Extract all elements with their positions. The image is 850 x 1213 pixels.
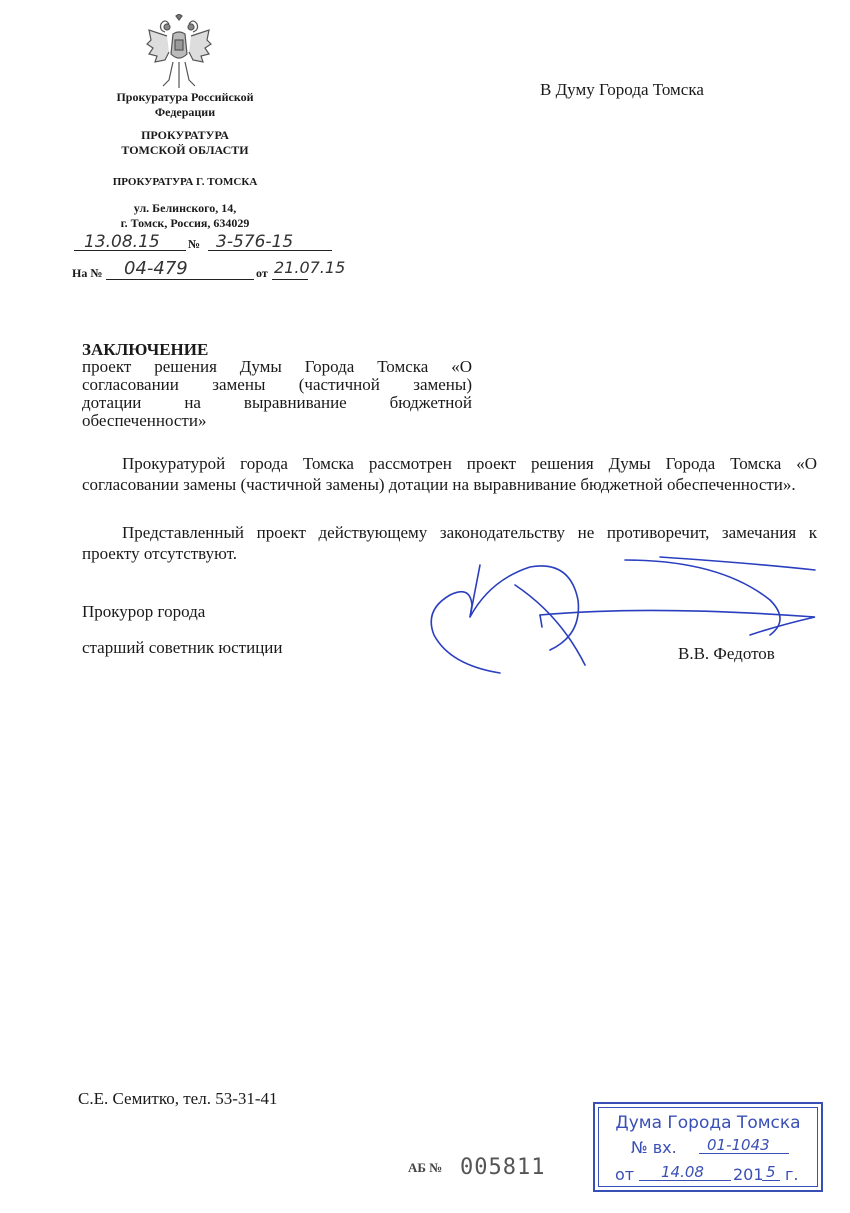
ref-number: 04-479 <box>124 258 188 279</box>
stamp-year-end: г. <box>785 1165 799 1184</box>
org-line-2: Федерации <box>154 105 216 119</box>
handwritten-signature <box>420 555 830 680</box>
serial-label: АБ № <box>408 1160 443 1175</box>
city-office: ПРОКУРАТУРА Г. ТОМСКА <box>112 176 258 188</box>
subject-line-3: дотации на выравнивание бюджетной <box>82 393 472 412</box>
outgoing-number: 3-576-15 <box>216 232 294 252</box>
stamp-year-suffix: 5 <box>766 1163 776 1181</box>
serial-number: 005811 <box>460 1155 546 1180</box>
signer-position-2: старший советник юстиции <box>82 638 283 657</box>
outgoing-date: 13.08.15 <box>84 232 160 252</box>
outgoing-ref <box>74 232 334 254</box>
subject-line-2: согласовании замены (частичной замены) <box>82 375 472 394</box>
signer-position-1: Прокурор города <box>82 602 206 621</box>
address-line-1: ул. Белинского, 14, <box>133 201 237 215</box>
stamp-date-value: 14.08 <box>661 1163 704 1181</box>
registration-stamp <box>593 1102 823 1192</box>
office-name <box>60 128 310 158</box>
stamp-incoming-label: № вх. <box>631 1138 677 1157</box>
document-heading: ЗАКЛЮЧЕНИЕ <box>82 340 209 359</box>
office-line-1: ПРОКУРАТУРА <box>141 128 229 142</box>
stamp-date-label: от <box>615 1165 635 1184</box>
coat-of-arms-icon <box>143 14 215 90</box>
body-paragraph-2: Представленный проект действующему законодательству не противоречит, замечания к проекту отсутствуют. <box>82 523 817 563</box>
signer-name: В.В. Федотов <box>678 644 775 663</box>
stamp-year-prefix: 201 <box>733 1165 764 1184</box>
subject-line-1: проект решения Думы Города Томска «О <box>82 357 472 376</box>
document-subject <box>82 358 472 430</box>
address-line-2: г. Томск, Россия, 634029 <box>120 216 250 230</box>
org-name <box>60 90 310 120</box>
office-line-2: ТОМСКОЙ ОБЛАСТИ <box>121 143 249 157</box>
ref-label: На № <box>72 266 103 280</box>
reference-line <box>72 258 362 284</box>
address <box>60 201 310 231</box>
recipient: В Думу Города Томска <box>540 80 704 99</box>
stamp-incoming-number: 01-1043 <box>707 1136 770 1154</box>
outgoing-number-label: № <box>188 237 201 251</box>
org-line-1: Прокуратура Российской <box>116 90 254 104</box>
subject-line-4: обеспеченности» <box>82 411 207 430</box>
ref-date-label: от <box>256 266 268 280</box>
ref-date: 21.07.15 <box>274 258 346 277</box>
stamp-title: Дума Города Томска <box>615 1113 801 1133</box>
contact-info: С.Е. Семитко, тел. 53-31-41 <box>78 1089 278 1108</box>
body-paragraph-1: Прокуратурой города Томска рассмотрен проект решения Думы Города Томска «О согласовании замены (частичной замены) дотации на выравнивание бюджетной обеспеченности». <box>82 454 817 494</box>
